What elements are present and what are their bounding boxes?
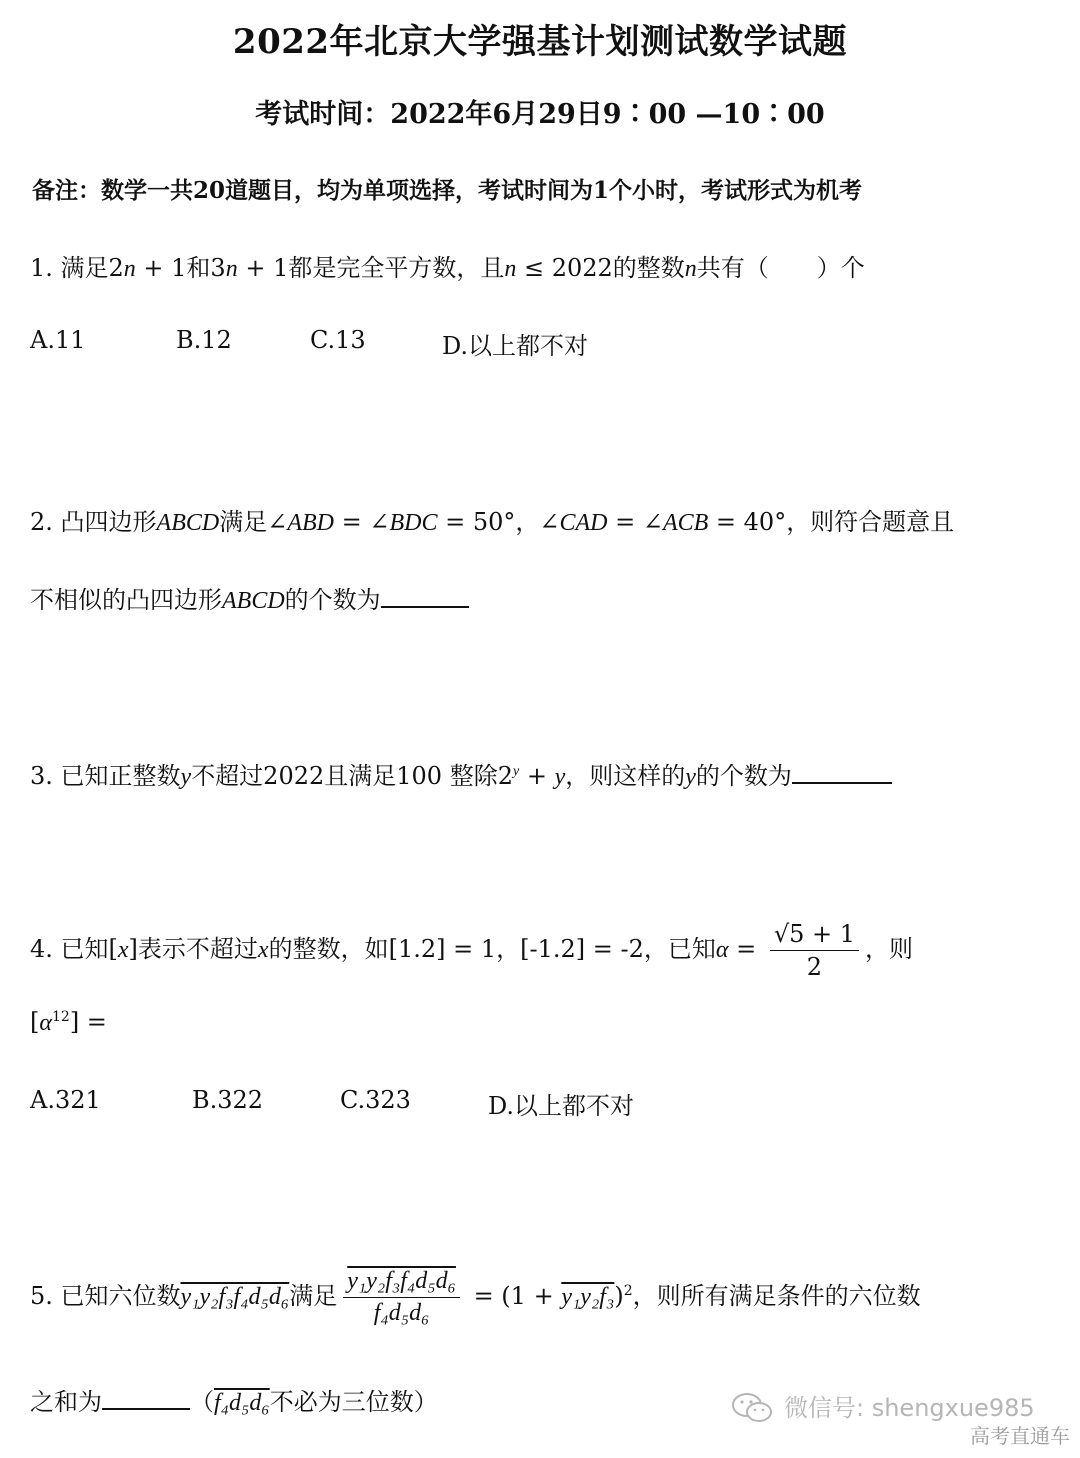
q2-text: = ∠ (333, 508, 390, 536)
q4-text: = (728, 935, 764, 963)
q1-choice-d[interactable]: D.以上都不对 (442, 332, 589, 360)
q3-var: y (685, 764, 696, 790)
q4-text: 的整数，如[1.2] = 1，[-1.2] = -2，已知 (268, 935, 716, 963)
q4-text: ] = (69, 1008, 107, 1036)
exam-time: 考试时间：2022年6月29日9∶00 —10∶00 (255, 99, 825, 130)
q4-text: [ (30, 1008, 40, 1036)
q4-var: x (257, 937, 269, 963)
q2-var: BDC (389, 510, 438, 536)
question-2-line-2 (30, 580, 469, 615)
q1-var: n (123, 256, 136, 282)
q2-var: ABCD (156, 510, 220, 536)
q1-text: 1. 满足2 (30, 254, 124, 282)
q5-text: 满足 (289, 1282, 338, 1310)
q3-text: ，则这样的 (565, 762, 686, 790)
q4-var: α (715, 937, 729, 963)
question-4 (30, 920, 913, 981)
q2-text: 的个数为 (284, 586, 381, 614)
q2-text: = ∠ (607, 508, 663, 536)
q1-var: n (504, 256, 517, 282)
q1-choice-a[interactable]: A.11 (30, 326, 86, 354)
q4-choice-a[interactable]: A.321 (30, 1086, 101, 1114)
q5-text: 之和为 (30, 1388, 102, 1416)
q1-text: 共有（ ）个 (696, 254, 865, 282)
q2-text: 不相似的凸四边形 (30, 586, 222, 614)
q4-text: ，则 (865, 935, 914, 963)
q2-var: CAD (559, 510, 608, 536)
q5-exponent: 2 (623, 1283, 633, 1299)
q5-fraction (343, 1268, 460, 1327)
q1-choice-c[interactable]: C.13 (310, 326, 366, 354)
q2-var: ABD (287, 510, 334, 536)
q2-text: 2. 凸四边形 (30, 508, 157, 536)
q4-text: ]表示不超过 (128, 935, 258, 963)
q1-choice-b[interactable]: B.12 (176, 326, 232, 354)
q3-exponent: y (512, 764, 520, 779)
q2-var: ABCD (222, 588, 285, 614)
wechat-id: 微信号: shengxue985 (784, 1394, 1035, 1422)
q3-var: y (554, 764, 566, 790)
q4-var: x (117, 937, 129, 963)
q4-fraction-numerator: √5 + 1 (770, 920, 859, 951)
q5-fraction-denominator: f₄d₅d₆ (373, 1300, 430, 1326)
q5-three-digit-number: f₄d₅d₆ (214, 1390, 270, 1416)
q4-choice-d[interactable]: D.以上都不对 (488, 1092, 635, 1120)
q5-text: ) (614, 1282, 624, 1310)
exam-note: 备注：数学一共20道题目，均为单项选择，考试时间为1个小时，考试形式为机考 (32, 177, 863, 204)
q5-text: 不必为三位数） (269, 1388, 438, 1416)
q1-var: n (225, 256, 238, 282)
q3-text: 不超过2022且满足100 整除2 (191, 762, 513, 790)
q1-text: + 1和3 (135, 254, 226, 282)
q2-text: 满足∠ (219, 508, 288, 536)
q4-text: 4. 已知[ (30, 935, 118, 963)
q5-text: 5. 已知六位数 (30, 1282, 181, 1310)
q4-choice-b[interactable]: B.322 (192, 1086, 264, 1114)
q1-text: + 1都是完全平方数，且 (237, 254, 505, 282)
q3-text: + (519, 762, 555, 790)
q5-answer-blank[interactable] (102, 1386, 190, 1410)
q3-text: 3. 已知正整数 (30, 762, 181, 790)
question-5-line-2 (30, 1382, 438, 1417)
q4-var: α (39, 1010, 52, 1036)
question-4-line-2 (30, 1008, 107, 1037)
q2-var: ACB (662, 510, 709, 536)
q3-text: 的个数为 (695, 762, 792, 790)
account-name: 高考直通车 (970, 1424, 1070, 1448)
q2-text: = 40°，则符合题意且 (708, 508, 955, 536)
wechat-watermark (730, 1388, 1070, 1448)
q5-three-digit-number: y₁y₂f₃ (561, 1284, 615, 1310)
question-2 (30, 502, 954, 537)
q5-text: ，则所有满足条件的六位数 (632, 1282, 921, 1310)
q4-fraction-denominator: 2 (806, 953, 823, 981)
q1-var: n (684, 256, 697, 282)
q5-text: = (1 + (465, 1282, 562, 1310)
q2-answer-blank[interactable] (381, 584, 469, 608)
question-1 (30, 248, 865, 283)
q4-choice-c[interactable]: C.323 (340, 1086, 411, 1114)
question-3 (30, 756, 892, 791)
q1-text: ≤ 2022的整数 (516, 254, 685, 282)
q5-text: （ (190, 1388, 214, 1416)
q5-fraction-numerator: y₁y₂f₃f₄d₅d₆ (343, 1268, 460, 1298)
q3-answer-blank[interactable] (792, 760, 892, 784)
q5-six-digit-number: y₁y₂f₃f₄d₅d₆ (180, 1284, 290, 1310)
wechat-icon (730, 1390, 774, 1426)
q3-var: y (180, 764, 192, 790)
q4-fraction (770, 920, 859, 981)
q4-exponent: 12 (51, 1009, 70, 1025)
page-title: 2022年北京大学强基计划测试数学试题 (232, 22, 848, 62)
question-5 (30, 1268, 921, 1327)
q2-text: = 50°，∠ (437, 508, 560, 536)
